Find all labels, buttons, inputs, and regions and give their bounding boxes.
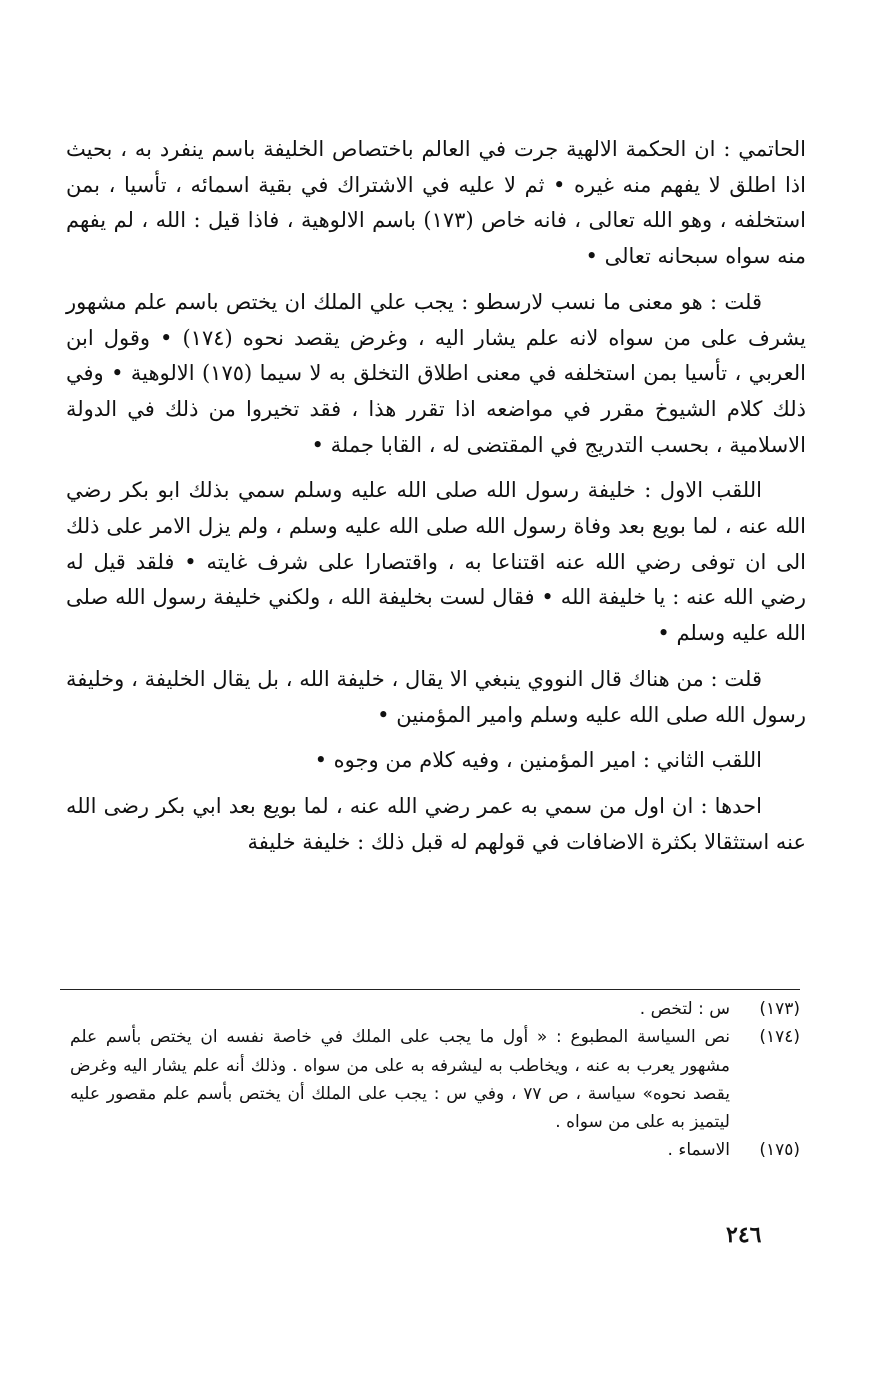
footnote-173 (70, 995, 800, 1023)
footnote-text: الاسماء . (667, 1140, 730, 1161)
footnote-175 (70, 1136, 800, 1164)
footnote-divider (60, 989, 800, 990)
footnote-number: (١٧٤) (759, 1027, 800, 1048)
footnote-number: (١٧٣) (759, 999, 800, 1019)
footnotes (70, 995, 800, 1165)
paragraph-2: قلت : هو معنى ما نسب لارسطو : يجب علي الملك ان يختص باسم علم مشهور يشرف على من سواه لانه علم يشار اليه ، وغرض يقصد نحوه (١٧٤) • وقول ابن العربي ، تأسيا بمن استخلفه في معنى اطلاق التخلق به لا سيما (١٧٥) الالوهية • وفي ذلك كلام الشيوخ مقرر في مواضعه اذا تقرر هذا ، فقد تخيروا من ذلك في الدولة الاسلامية ، بحسب التدريج في المقتضى له ، القابا جملة • (66, 289, 806, 457)
page-number: ٢٤٦ (726, 1222, 762, 1248)
footnote-number: (١٧٥) (759, 1140, 800, 1161)
paragraph-3: اللقب الاول : خليفة رسول الله صلى الله عليه وسلم سمي بذلك ابو بكر رضي الله عنه ، لما بويع بعد وفاة رسول الله صلى الله عليه وسلم ، ولم يزل الامر على ذلك الى ان توفى رضي الله عنه اقتناعا به ، واقتصارا على شرف غايته • فلقد قيل له رضي الله عنه : يا خليفة الله • فقال لست بخليفة الله ، ولكني خليفة رسول الله صلى الله عليه وسلم • (66, 478, 806, 646)
paragraph-1: الحاتمي : ان الحكمة الالهية جرت في العالم باختصاص الخليفة باسم ينفرد به ، بحيث اذا اطلق لا يفهم منه غيره • ثم لا عليه في الاشتراك في بقية اسمائه ، تأسيا ، بمن استخلفه ، وهو الله تعالى ، فانه خاص (١٧٣) باسم الالوهية ، فاذا قيل : الله ، لم يفهم منه سواه سبحانه تعالى • (66, 137, 806, 269)
paragraph-6: احدها : ان اول من سمي به عمر رضي الله عنه ، لما بويع بعد ابي بكر رضى الله عنه استثقالا بكثرة الاضافات في قولهم له قبل ذلك : خليفة خليفة (66, 793, 806, 854)
footnote-text: نص السياسة المطبوع : « أول ما يجب على الملك في خاصة نفسه ان يختص بأسم علم مشهور يعرب به عنه ، ويخاطب به ليشرفه به على من سواه . وذلك أنه علم يشار اليه وغرض يقصد نحوه» سياسة ، ص ٧٧ ، وفي س : يجب على الملك أن يختص بأسم علم مقصور عليه ليتميز به على من سواه . (70, 1027, 731, 1133)
footnote-text: س : لتخص . (639, 999, 730, 1019)
paragraph-4: قلت : من هناك قال النووي ينبغي الا يقال ، خليفة الله ، بل يقال الخليفة ، وخليفة رسول الله صلى الله عليه وسلم وامير المؤمنين • (66, 666, 806, 727)
paragraph-5: اللقب الثاني : امير المؤمنين ، وفيه كلام من وجوه • (314, 748, 762, 773)
main-text (66, 132, 806, 870)
footnote-174 (70, 1023, 800, 1136)
